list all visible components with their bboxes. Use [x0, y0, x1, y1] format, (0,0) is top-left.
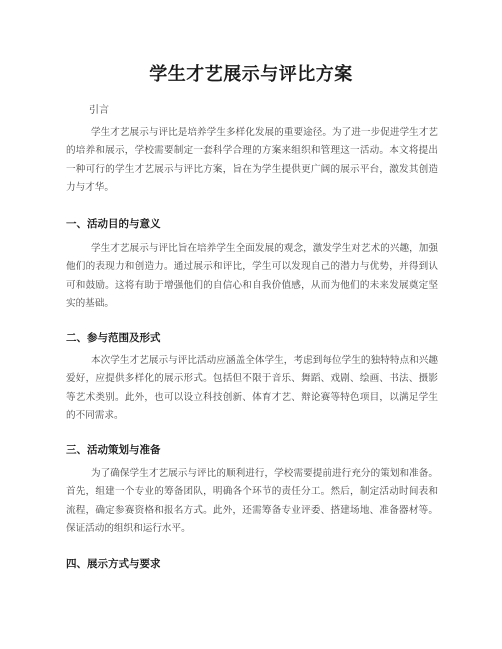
- section-paragraph-3: 为了确保学生才艺展示与评比的顺利进行，学校需要提前进行充分的策划和准备。首先，组建一个专业的筹备团队，明确各个环节的责任分工。然后，制定活动时间表和流程，确定参赛资格和报名方式。此外，还需筹备专业评委、搭建场地、准备器材等。保证活动的组织和运行水平。: [66, 468, 438, 535]
- section-paragraph-1: 学生才艺展示与评比旨在培养学生全面发展的观念，激发学生对艺术的兴趣，加强他们的表现力和创造力。通过展示和评比，学生可以发现自己的潜力与优势，并得到认可和鼓励。这将有助于增强他们的自信心和自我价值感，从而为他们的未来发展奠定坚实的基础。: [66, 243, 438, 310]
- section-paragraph-2: 本次学生才艺展示与评比活动应涵盖全体学生，考虑到每位学生的独特特点和兴趣爱好，应提供多样化的展示形式。包括但不限于音乐、舞蹈、戏剧、绘画、书法、摄影等艺术类别。此外，也可以设立科技创新、体育才艺、辩论赛等特色项目，以满足学生的不同需求。: [66, 355, 438, 422]
- document-title: 学生才艺展示与评比方案: [149, 64, 353, 85]
- section-heading-3: 三、活动策划与准备: [66, 444, 161, 456]
- section-heading-2: 二、参与范围及形式: [66, 332, 161, 344]
- section-heading-4: 四、展示方式与要求: [66, 558, 161, 570]
- section-heading-1: 一、活动目的与意义: [66, 218, 161, 230]
- intro-paragraph: 学生才艺展示与评比是培养学生多样化发展的重要途径。为了进一步促进学生才艺的培养和展示，学校需要制定一套科学合理的方案来组织和管理这一活动。本文将提出一种可行的学生才艺展示与评比方案，旨在为学生提供更广阔的展示平台，激发其创造力与才华。: [66, 127, 438, 194]
- intro-label: 引言: [89, 105, 109, 116]
